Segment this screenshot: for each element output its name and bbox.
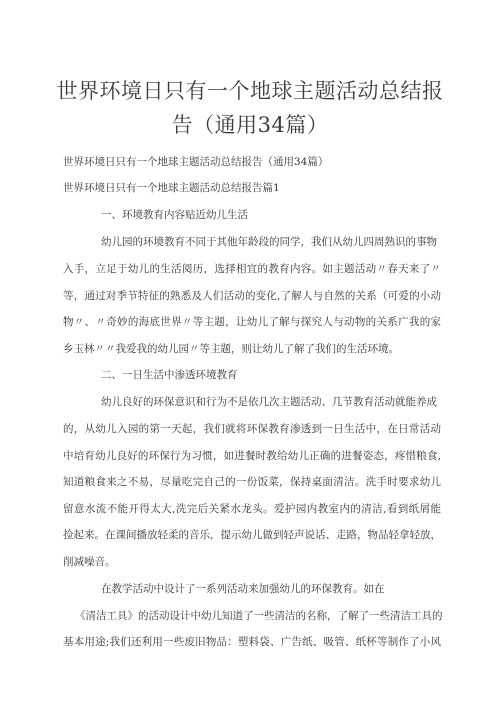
paragraph-line: 知道粮食来之不易，尽量吃完自己的一份饭菜，保持桌面清洁。洗手时要求幼儿	[63, 476, 441, 488]
paragraph-line: 幼儿园的环境教育不同于其他年龄段的同学，我们从幼儿四周熟识的事物	[101, 236, 437, 248]
paragraph-line: 削减噪音。	[63, 556, 116, 568]
paragraph-line: 的，从幼儿入园的第一天起，我们就将环保教育渗透到一日生活中，在日常活动	[63, 423, 441, 435]
paragraph-line: 幼儿良好的环保意识和行为不是依几次主题活动、几节教育活动就能养成	[101, 396, 437, 408]
section-heading-1: 一、环境教育内容贴近幼儿生活	[101, 209, 248, 221]
subtitle-line: 世界环境日只有一个地球主题活动总结报告（通用34篇）	[63, 156, 329, 168]
paragraph-line: 捡起来。在课间播放轻柔的音乐，提示幼儿做到轻声说话、走路，物品轻拿轻放，	[63, 529, 441, 541]
paragraph-line: 中培育幼儿良好的环保行为习惯，如进餐时教给幼儿正确的进餐姿态，疼惜粮食,	[63, 450, 441, 462]
document-title-line-2: 告（通用34篇）	[171, 113, 329, 137]
paragraph-line: 留意水流不能开得太大,洗完后关紧水龙头。爱护园内教室内的清洁,看到纸屑能	[63, 503, 441, 515]
paragraph-line: 基本用途;我们还利用一些废旧物品：塑料袋、广告纸、吸管、纸杯等制作了小风	[63, 636, 441, 648]
paragraph-line: 在教学活动中设计了一系列活动来加强幼儿的环保教育。如在	[101, 583, 385, 595]
paragraph-line: 乡玉林〃〃我爱我的幼儿园〃等主题，则让幼儿了解了我们的生活环境。	[63, 343, 399, 355]
paragraph-line: 入手，立足于幼儿的生活阅历，选择相宜的教育内容。如主题活动〃春天来了〃	[63, 263, 441, 275]
paragraph-line: 《清洁工具》的活动设计中幼儿知道了一些清洁的名称，了解了一些清洁工具的	[75, 610, 443, 622]
paragraph-line: 物〃、〃奇妙的海底世界〃等主题，让幼儿了解与探究人与动物的关系广我的家	[63, 316, 441, 328]
section-heading-article-1: 世界环境日只有一个地球主题活动总结报告篇1	[63, 182, 280, 194]
paragraph-line: 等，通过对季节特征的熟悉及人们活动的变化,了解人与自然的关系（可爱的小动	[63, 290, 441, 302]
document-title-line-1: 世界环境日只有一个地球主题活动总结报	[56, 79, 444, 103]
section-heading-2: 二、一日生活中渗透环境教育	[101, 369, 238, 381]
